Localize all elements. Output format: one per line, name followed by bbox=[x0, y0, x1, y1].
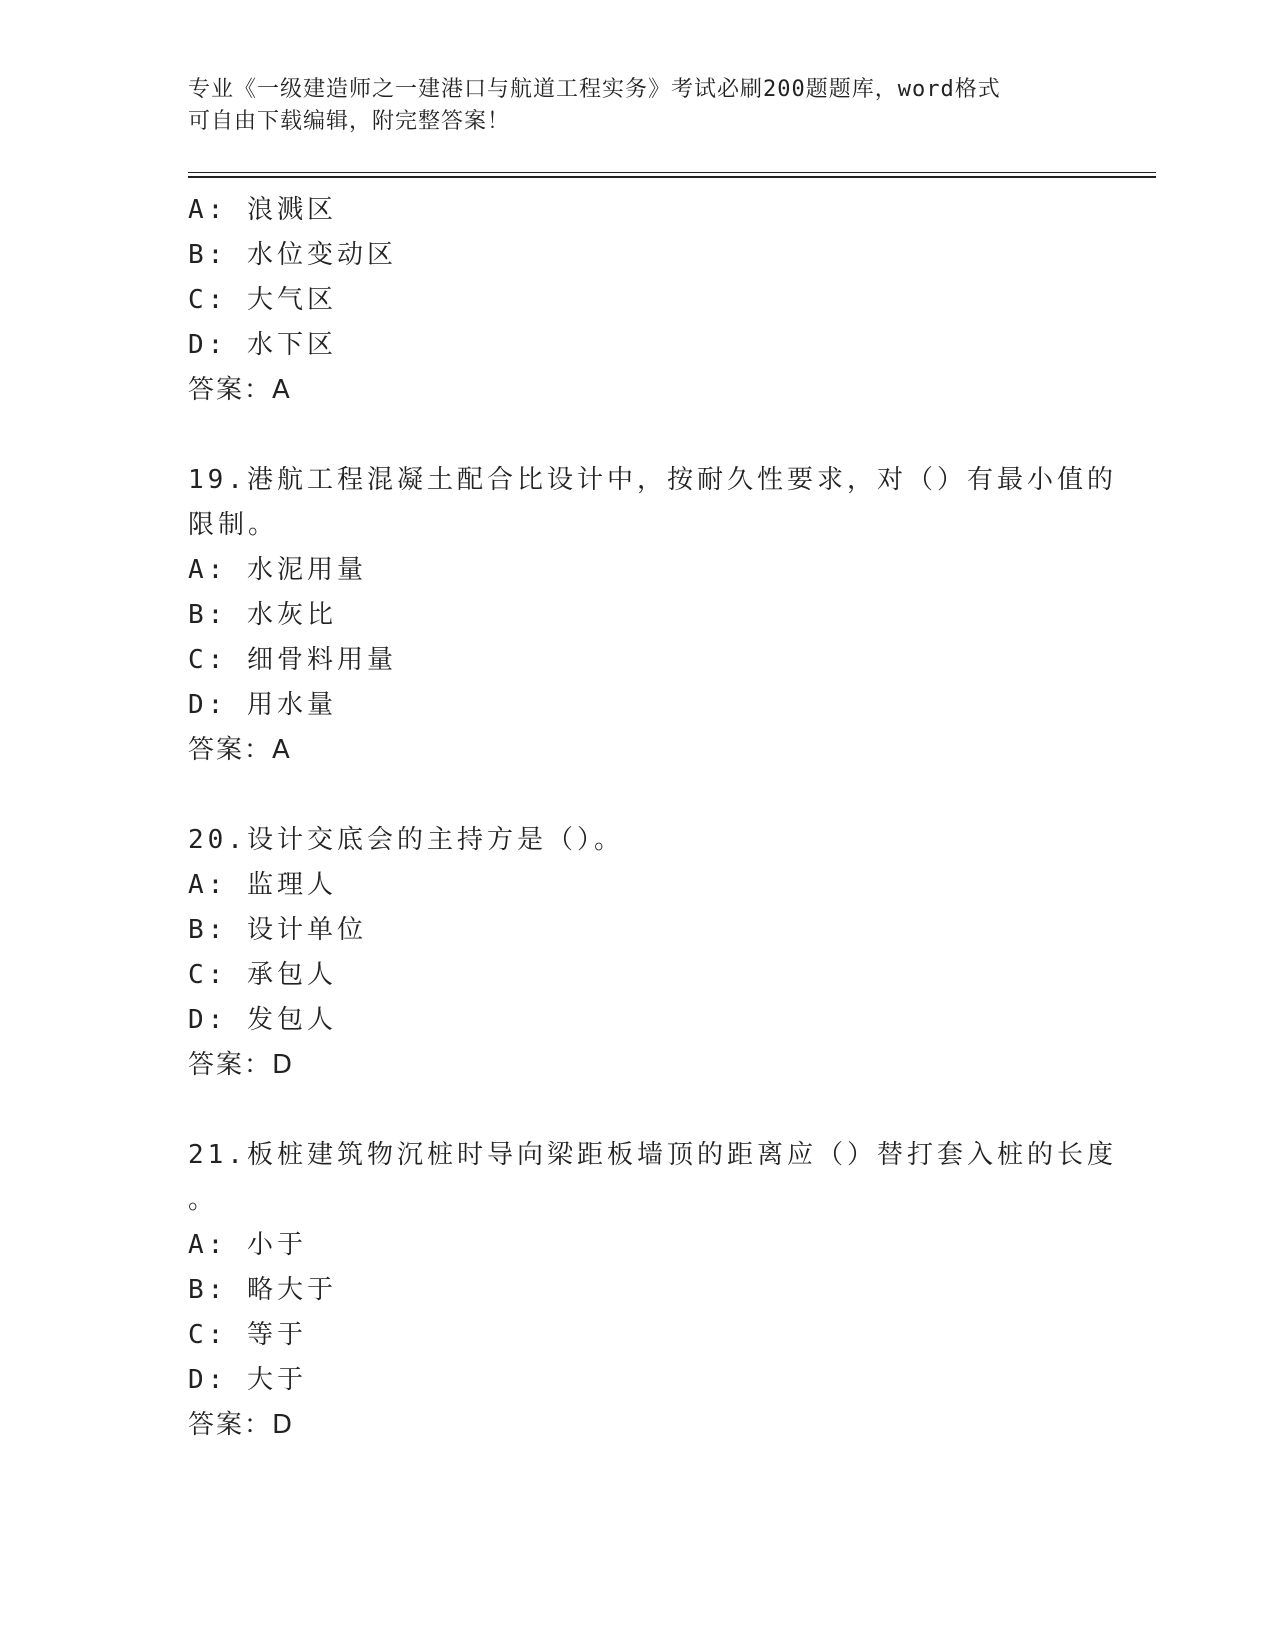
answer: 答案：A bbox=[188, 375, 292, 405]
option-d: D: 用水量 bbox=[188, 690, 337, 720]
option-a: A: 浪溅区 bbox=[188, 195, 337, 225]
option-b: B: 水位变动区 bbox=[188, 240, 397, 270]
option-c: C: 大气区 bbox=[188, 285, 337, 315]
question-stem: 19.港航工程混凝土配合比设计中，按耐久性要求，对（）有最小值的 bbox=[188, 465, 1117, 495]
question-stem-continued: 限制。 bbox=[188, 510, 279, 540]
header-divider-thin bbox=[188, 172, 1156, 173]
question-stem-continued: 。 bbox=[188, 1185, 219, 1215]
question-stem: 21.板桩建筑物沉桩时导向梁距板墙顶的距离应（）替打套入桩的长度 bbox=[188, 1140, 1117, 1170]
option-b: B: 设计单位 bbox=[188, 915, 367, 945]
option-a: A: 小于 bbox=[188, 1230, 307, 1260]
answer: 答案：A bbox=[188, 735, 292, 765]
option-a: A: 监理人 bbox=[188, 870, 337, 900]
answer: 答案：D bbox=[188, 1410, 295, 1440]
option-c: C: 细骨料用量 bbox=[188, 645, 397, 675]
option-d: D: 大于 bbox=[188, 1365, 307, 1395]
option-c: C: 等于 bbox=[188, 1320, 307, 1350]
header-divider-thick bbox=[188, 176, 1156, 178]
question-stem: 20.设计交底会的主持方是（）。 bbox=[188, 825, 624, 855]
answer: 答案：D bbox=[188, 1050, 295, 1080]
option-b: B: 水灰比 bbox=[188, 600, 337, 630]
option-c: C: 承包人 bbox=[188, 960, 337, 990]
document-header bbox=[188, 74, 1068, 138]
option-d: D: 水下区 bbox=[188, 330, 337, 360]
option-d: D: 发包人 bbox=[188, 1005, 337, 1035]
option-b: B: 略大于 bbox=[188, 1275, 337, 1305]
header-line-2: 可自由下载编辑，附完整答案！ bbox=[188, 109, 511, 134]
option-a: A: 水泥用量 bbox=[188, 555, 367, 585]
header-line-1: 专业《一级建造师之一建港口与航道工程实务》考试必刷200题题库，word格式 bbox=[188, 77, 1001, 102]
